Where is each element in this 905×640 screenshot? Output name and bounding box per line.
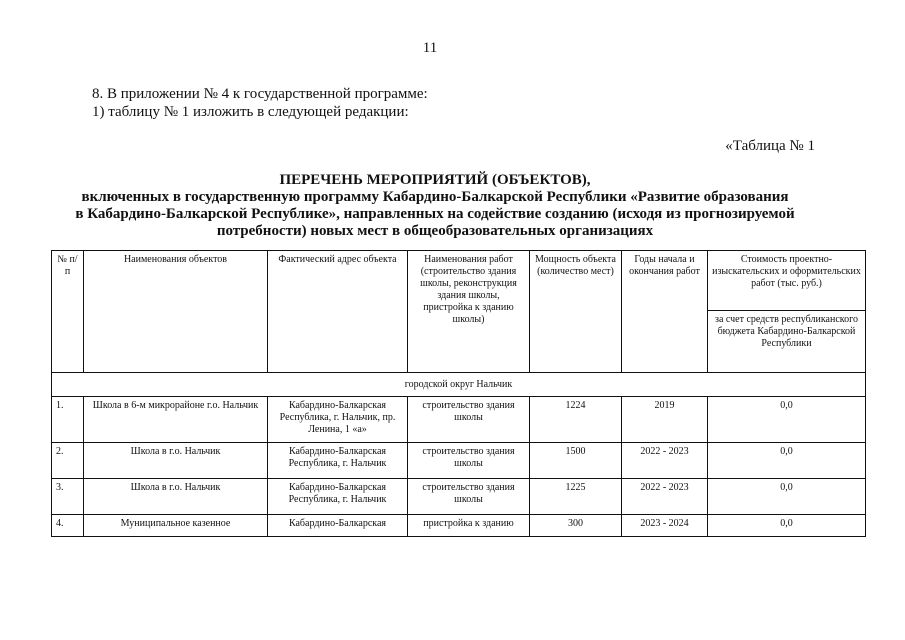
cell-name: Школа в 6-м микрорайоне г.о. Нальчик	[84, 397, 268, 443]
cell-works: строительство здания школы	[408, 443, 530, 479]
cell-works: строительство здания школы	[408, 479, 530, 515]
cell-name: Школа в г.о. Нальчик	[84, 479, 268, 515]
cell-years: 2022 - 2023	[622, 443, 708, 479]
cell-cost: 0,0	[708, 515, 866, 537]
measures-table	[51, 250, 866, 537]
title-line-3: в Кабардино-Балкарской Республике», направленных на содействие созданию (исходя из прогнозируемой	[75, 206, 795, 222]
cell-name: Школа в г.о. Нальчик	[84, 443, 268, 479]
cell-years: 2019	[622, 397, 708, 443]
header-cost: Стоимость проектно-изыскательских и оформительских работ (тыс. руб.)	[708, 251, 866, 311]
cell-name: Муниципальное казенное	[84, 515, 268, 537]
section-label: городской округ Нальчик	[52, 373, 866, 397]
cell-num: 3.	[52, 479, 84, 515]
title-line-1: ПЕРЕЧЕНЬ МЕРОПРИЯТИЙ (ОБЪЕКТОВ),	[279, 172, 591, 188]
table-row	[52, 479, 866, 515]
header-capacity: Мощность объекта (количество мест)	[530, 251, 622, 373]
cell-cost: 0,0	[708, 397, 866, 443]
table-row	[52, 397, 866, 443]
cell-num: 4.	[52, 515, 84, 537]
cell-works: строительство здания школы	[408, 397, 530, 443]
header-num: № п/п	[52, 251, 84, 373]
intro-line-2: 1) таблицу № 1 изложить в следующей редакции:	[92, 104, 409, 120]
table-row	[52, 443, 866, 479]
document-title	[50, 172, 820, 240]
cell-address: Кабардино-Балкарская	[268, 515, 408, 537]
header-years: Годы начала и окончания работ	[622, 251, 708, 373]
cell-capacity: 1225	[530, 479, 622, 515]
table-label: «Таблица № 1	[725, 138, 815, 154]
cell-cost: 0,0	[708, 443, 866, 479]
cell-capacity: 300	[530, 515, 622, 537]
section-row	[52, 373, 866, 397]
cell-address: Кабардино-Балкарская Республика, г. Нальчик	[268, 443, 408, 479]
table-row	[52, 515, 866, 537]
cell-num: 1.	[52, 397, 84, 443]
header-cost-sub: за счет средств республиканского бюджета Кабардино-Балкарской Республики	[708, 311, 866, 373]
cell-address: Кабардино-Балкарская Республика, г. Нальчик, пр. Ленина, 1 «а»	[268, 397, 408, 443]
cell-num: 2.	[52, 443, 84, 479]
cell-years: 2023 - 2024	[622, 515, 708, 537]
cell-works: пристройка к зданию	[408, 515, 530, 537]
header-row	[52, 251, 866, 311]
cell-capacity: 1500	[530, 443, 622, 479]
intro-line-1: 8. В приложении № 4 к государственной программе:	[92, 86, 428, 102]
cell-years: 2022 - 2023	[622, 479, 708, 515]
header-works: Наименования работ (строительство здания школы, реконструкция здания школы, пристройка к зданию школы)	[408, 251, 530, 373]
cell-cost: 0,0	[708, 479, 866, 515]
header-name: Наименования объектов	[84, 251, 268, 373]
title-line-2: включенных в государственную программу Кабардино-Балкарской Республики «Развитие образования	[81, 189, 789, 205]
title-line-4: потребности) новых мест в общеобразовательных организациях	[216, 223, 654, 239]
header-address: Фактический адрес объекта	[268, 251, 408, 373]
cell-address: Кабардино-Балкарская Республика, г. Нальчик	[268, 479, 408, 515]
cell-capacity: 1224	[530, 397, 622, 443]
page-number: 11	[422, 40, 438, 56]
